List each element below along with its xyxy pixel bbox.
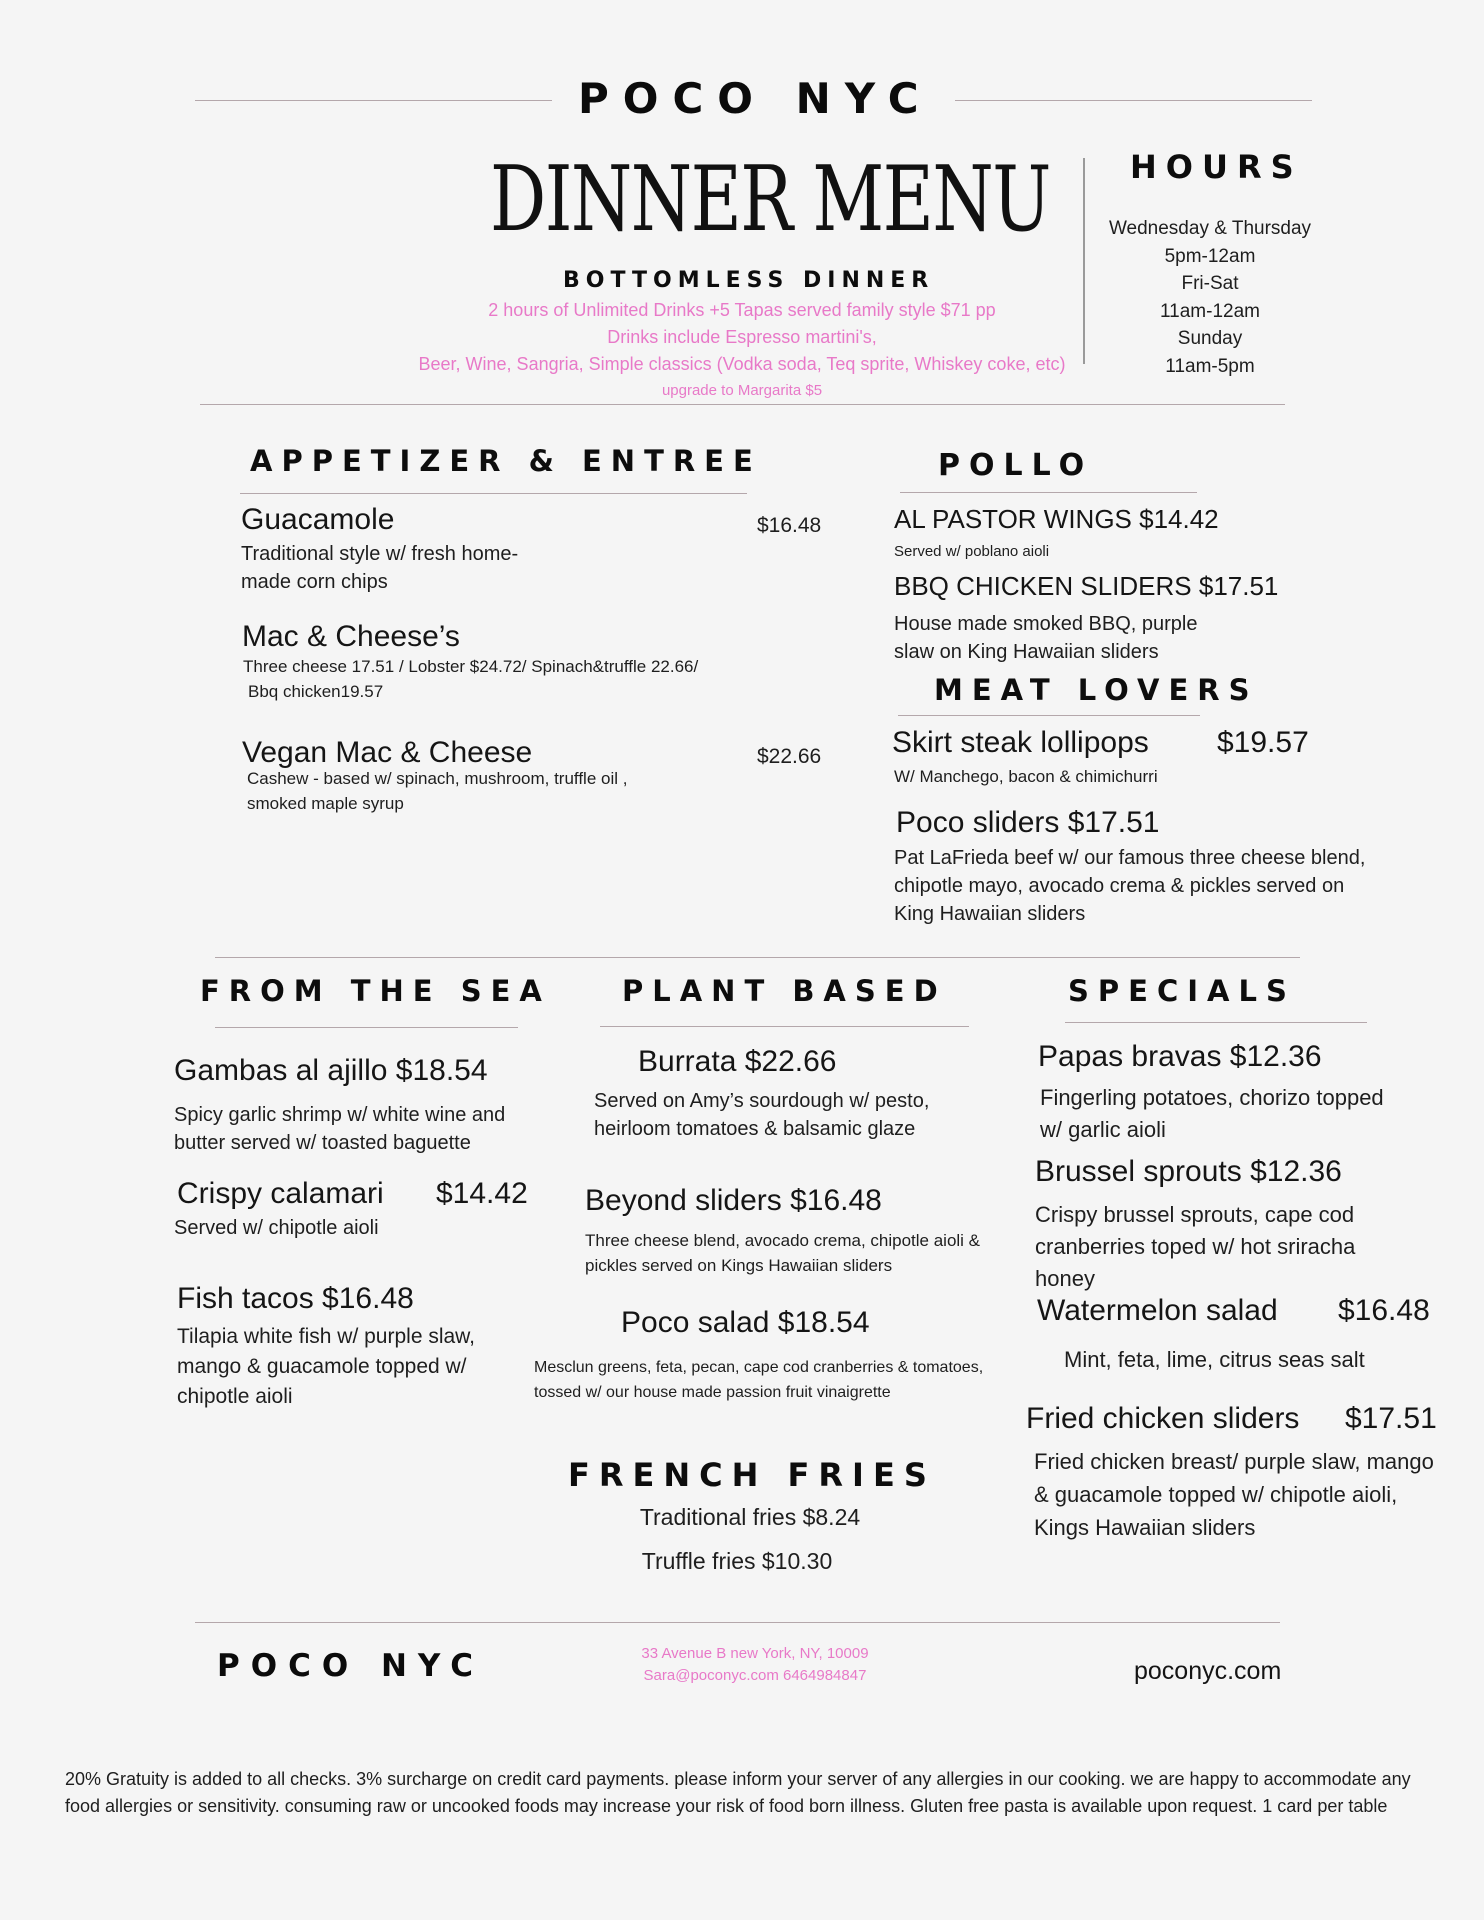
desc-line: slaw on King Hawaiian sliders xyxy=(894,641,1159,663)
desc-line: Mesclun greens, feta, pecan, cape cod cranberries & tomatoes, xyxy=(534,1359,984,1376)
menu-item-desc xyxy=(241,540,571,596)
desc-line: smoked maple syrup xyxy=(247,794,404,813)
desc-line: pickles served on Kings Hawaiian sliders xyxy=(585,1256,893,1275)
menu-item-desc: Mint, feta, lime, citrus seas salt xyxy=(1064,1347,1365,1372)
menu-item-desc xyxy=(247,766,707,816)
menu-item-desc xyxy=(894,844,1394,928)
desc-line: House made smoked BBQ, purple xyxy=(894,613,1198,635)
fries-item: Truffle fries $10.30 xyxy=(641,1548,833,1574)
menu-item-desc xyxy=(1040,1082,1440,1146)
menu-item-name: Skirt steak lollipops xyxy=(892,726,1149,759)
hours-line: Sunday xyxy=(1177,328,1243,349)
desc-line: Three cheese blend, avocado crema, chipotle aioli & xyxy=(585,1231,981,1250)
desc-line: cranberries toped w/ hot sriracha xyxy=(1035,1234,1356,1259)
menu-item-desc xyxy=(594,1087,994,1143)
menu-item-desc: Served w/ chipotle aioli xyxy=(174,1217,379,1239)
menu-item-desc xyxy=(534,1355,1034,1405)
menu-item-name: Papas bravas $12.36 xyxy=(1038,1040,1322,1073)
desc-line: Crispy brussel sprouts, cape cod xyxy=(1035,1202,1355,1227)
menu-item-price: $16.48 xyxy=(757,514,822,537)
hours-divider xyxy=(1083,158,1085,364)
desc-line: & guacamole topped w/ chipotle aioli, xyxy=(1034,1482,1398,1507)
sea-heading: FROM THE SEA xyxy=(200,974,551,1008)
desc-line: made corn chips xyxy=(241,571,388,593)
note-line: 20% Gratuity is added to all checks. 3% surcharge on credit card payments. please inform your server of any allergies in our cooking. we are happy to accommodate any xyxy=(65,1769,1411,1789)
header-brand: POCO NYC xyxy=(578,74,933,123)
menu-item-name: Poco salad $18.54 xyxy=(621,1306,870,1339)
bottomless-heading: BOTTOMLESS DINNER xyxy=(563,268,935,293)
menu-item-price: $19.57 xyxy=(1217,726,1309,759)
bottomless-line-4: upgrade to Margarita $5 xyxy=(661,382,823,399)
menu-item-name: Mac & Cheese’s xyxy=(242,620,460,653)
fries-heading: FRENCH FRIES xyxy=(568,1456,936,1494)
menu-item-price: $16.48 xyxy=(1338,1294,1430,1327)
bottomless-line-2: Drinks include Espresso martini's, xyxy=(607,327,877,347)
menu-item-name: Fish tacos $16.48 xyxy=(177,1282,414,1315)
menu-item-name: Beyond sliders $16.48 xyxy=(585,1184,882,1217)
menu-item-name: Gambas al ajillo $18.54 xyxy=(174,1054,488,1087)
fries-item: Traditional fries $8.24 xyxy=(639,1504,861,1530)
menu-item-desc: Served w/ poblano aioli xyxy=(894,543,1050,560)
menu-item-name: BBQ CHICKEN SLIDERS $17.51 xyxy=(894,571,1279,601)
menu-item-desc xyxy=(585,1228,1005,1278)
menu-item-desc xyxy=(1035,1199,1435,1295)
desc-line: butter served w/ toasted baguette xyxy=(174,1132,471,1154)
desc-line: heirloom tomatoes & balsamic glaze xyxy=(594,1118,916,1140)
meat-rule xyxy=(898,715,1200,716)
mid-rule xyxy=(215,957,1300,958)
pollo-heading: POLLO xyxy=(938,448,1094,483)
hours-line: Wednesday & Thursday xyxy=(1108,218,1312,239)
pollo-rule xyxy=(900,492,1197,493)
footer-address: 33 Avenue B new York, NY, 10009 xyxy=(641,1645,869,1662)
menu-item-desc xyxy=(1034,1445,1474,1544)
menu-item-name: Burrata $22.66 xyxy=(638,1045,837,1078)
footer-website[interactable]: poconyc.com xyxy=(1134,1657,1282,1685)
desc-line: chipotle aioli xyxy=(177,1385,293,1408)
sea-rule xyxy=(215,1027,518,1028)
hours-line: Fri-Sat xyxy=(1181,273,1239,294)
hours-line: 5pm-12am xyxy=(1164,245,1256,267)
plant-heading: PLANT BASED xyxy=(622,974,947,1008)
hours-line: 11am-5pm xyxy=(1165,355,1255,377)
menu-item-name: Fried chicken sliders xyxy=(1026,1402,1300,1435)
desc-line: Served on Amy’s sourdough w/ pesto, xyxy=(594,1090,930,1112)
menu-item-desc: W/ Manchego, bacon & chimichurri xyxy=(894,767,1158,786)
footer-rule xyxy=(195,1622,1280,1623)
footer-contact: Sara@poconyc.com 6464984847 xyxy=(643,1667,867,1684)
desc-line: w/ garlic aioli xyxy=(1040,1117,1166,1142)
menu-item-price: $17.51 xyxy=(1345,1402,1437,1435)
menu-item-name: AL PASTOR WINGS $14.42 xyxy=(894,504,1219,534)
desc-line: King Hawaiian sliders xyxy=(894,903,1086,925)
hours-heading: HOURS xyxy=(1130,148,1303,186)
desc-line: honey xyxy=(1035,1266,1095,1291)
header-bottom-rule xyxy=(200,404,1285,405)
bottomless-line-3: Beer, Wine, Sangria, Simple classics (Vodka soda, Teq sprite, Whiskey coke, etc) xyxy=(418,354,1066,374)
footer-note xyxy=(65,1766,1475,1820)
desc-line: tossed w/ our house made passion fruit vinaigrette xyxy=(534,1384,891,1401)
menu-item-desc xyxy=(894,610,1254,666)
desc-line: chipotle mayo, avocado crema & pickles served on xyxy=(894,875,1345,897)
desc-line: Pat LaFrieda beef w/ our famous three cheese blend, xyxy=(894,847,1366,869)
meat-heading: MEAT LOVERS xyxy=(934,673,1259,707)
plant-rule xyxy=(600,1026,969,1027)
menu-item-name: Watermelon salad xyxy=(1037,1294,1278,1327)
menu-item-desc xyxy=(174,1101,554,1157)
specials-heading: SPECIALS xyxy=(1068,974,1296,1008)
desc-line: mango & guacamole topped w/ xyxy=(177,1355,467,1378)
note-line: food allergies or sensitivity. consuming raw or uncooked foods may increase your risk of food born illness. Gluten free pasta is available upon request. 1 card per table xyxy=(65,1796,1388,1816)
desc-line: Spicy garlic shrimp w/ white wine and xyxy=(174,1104,506,1126)
desc-line: Fingerling potatoes, chorizo topped xyxy=(1040,1085,1384,1110)
menu-item-price: $14.42 xyxy=(436,1177,528,1210)
menu-item-price: $22.66 xyxy=(757,745,822,768)
hours-line: 11am-12am xyxy=(1160,300,1260,322)
menu-item-name: Crispy calamari xyxy=(177,1177,384,1210)
desc-line: Traditional style w/ fresh home- xyxy=(241,543,519,565)
header-rule-left xyxy=(195,100,552,101)
page-title: DINNER MENU xyxy=(490,147,1050,252)
bottomless-line-1: 2 hours of Unlimited Drinks +5 Tapas served family style $71 pp xyxy=(488,300,996,320)
appetizer-heading: APPETIZER & ENTREE xyxy=(250,444,762,478)
specials-rule xyxy=(1065,1022,1367,1023)
desc-line: Bbq chicken19.57 xyxy=(248,682,384,701)
desc-line: Fried chicken breast/ purple slaw, mango xyxy=(1034,1449,1434,1474)
hours-list xyxy=(1090,215,1330,380)
menu-item-desc xyxy=(177,1322,517,1412)
menu-item-name: Guacamole xyxy=(241,503,395,536)
desc-line: Cashew - based w/ spinach, mushroom, truffle oil , xyxy=(247,769,628,788)
desc-line: Three cheese 17.51 / Lobster $24.72/ Spinach&truffle 22.66/ xyxy=(243,657,699,676)
menu-item-name: Brussel sprouts $12.36 xyxy=(1035,1155,1342,1188)
header-rule-right xyxy=(955,100,1312,101)
desc-line: Tilapia white fish w/ purple slaw, xyxy=(177,1325,476,1348)
menu-item-name: Vegan Mac & Cheese xyxy=(242,736,533,769)
appetizer-rule xyxy=(240,493,747,494)
menu-item-name: Poco sliders $17.51 xyxy=(896,806,1160,839)
menu-item-desc xyxy=(243,654,763,704)
desc-line: Kings Hawaiian sliders xyxy=(1034,1515,1256,1540)
footer-brand: POCO NYC xyxy=(217,1648,485,1684)
